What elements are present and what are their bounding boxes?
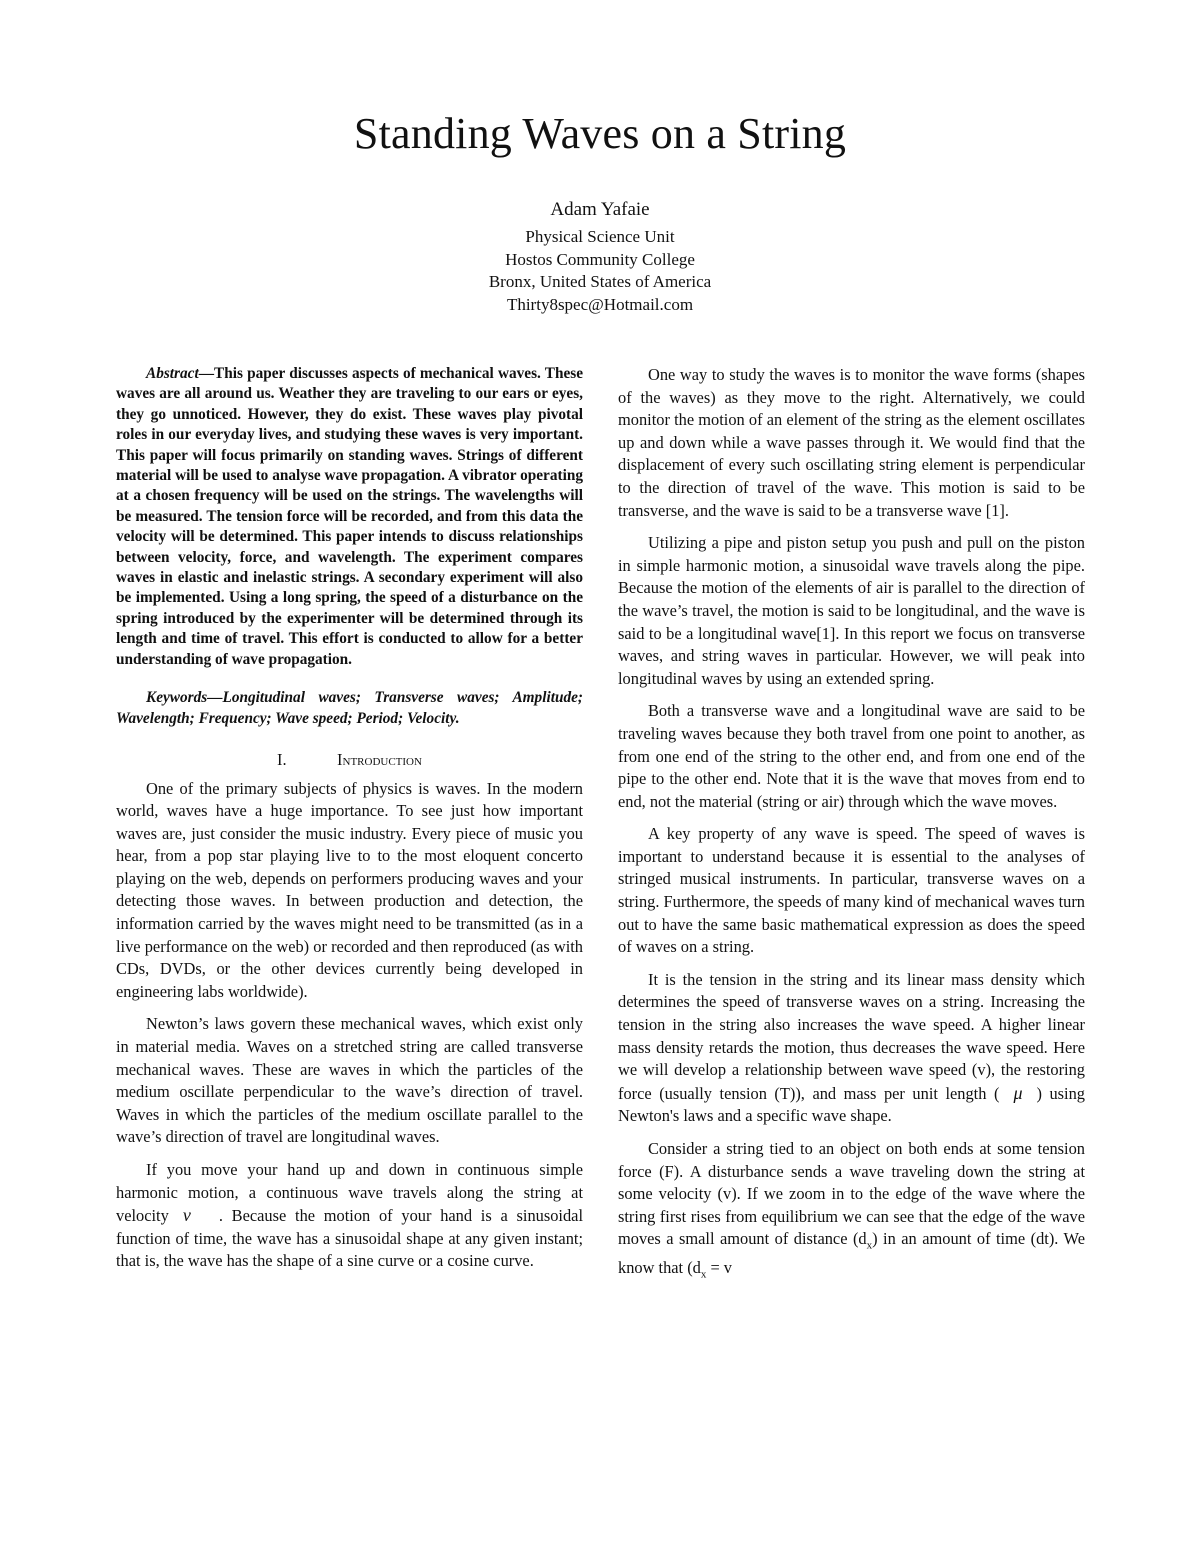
right-paragraph-4: A key property of any wave is speed. The speed of waves is important to understand because it is essential to the analyses of stringed musical instruments. In particular, transverse waves on a string. Furthermore, the speeds of many kind of mechanical waves turn out to have the same basic mathematical expression as does the speed of waves on a string. xyxy=(618,824,1086,957)
right-paragraph-3: Both a transverse wave and a longitudinal wave are said to be traveling waves because they both travel from one point to another, as from one end of the string to the other end, and from one end of the pipe to the other end. Note that it is the wave that moves from end to end, not the material (string or air) through which the wave moves. xyxy=(618,701,1085,811)
right-paragraph-1: One way to study the waves is to monitor the wave forms (shapes of the waves) as they move to the right. Alternatively, we could monitor the motion of an element of the string as the element oscillates up and down while a wave passes through it. We would find that the displacement of every such oscillating string element is perpendicular to the direction of travel of the wave. This motion is said to be transverse, and the wave is said to be a transverse wave [1]. xyxy=(618,365,1085,520)
author-location: Bronx, United States of America xyxy=(488,272,712,291)
velocity-vector-symbol: v⃗ xyxy=(182,1205,205,1226)
right-p6-t1: Consider a string tied to an object on both ends at some tension force (F). A disturbance sends a wave traveling down the string at some velocity (v). If we zoom in to the edge of the wave where the string first rises from equilibrium we can see that the edge of the wave moves a small amount of distance (d xyxy=(618,1139,1085,1249)
abstract-dash: — xyxy=(198,365,214,382)
right-paragraph-2: Utilizing a pipe and piston setup you push and pull on the piston in simple harmonic motion, a sinusoidal wave travels along the pipe. Because the motion of the elements of air is parallel to the direction of the wave’s travel, the motion is said to be longitudinal, and the wave is said to be a longitudinal wave[1]. In this report we focus on transverse waves, and string waves in particular. However, we will peak into longitudinal waves by using an extended spring. xyxy=(618,533,1085,688)
left-p3-after: . Because the motion of your hand is a sinusoidal function of time, the wave has a sinusoidal shape at any given instant; that is, the wave has the shape of a sine curve or a cosine curve. xyxy=(116,1206,583,1271)
author-block xyxy=(0,198,1200,316)
section-title: Introduction xyxy=(337,749,422,769)
author-institution: Hostos Community College xyxy=(505,249,695,269)
abstract-lead: Abstract xyxy=(146,365,199,382)
author-name: Adam Yafaie xyxy=(550,199,650,220)
section-heading-introduction xyxy=(116,749,583,772)
right-p6-t3: = v xyxy=(706,1258,732,1278)
keywords-text: Longitudinal waves; Transverse waves; Amplitude; Wavelength; Frequency; Wave speed; Period; Velocity. xyxy=(116,689,583,727)
right-paragraph-6 xyxy=(618,1138,1085,1286)
abstract xyxy=(116,364,583,670)
subscript-x-1: x xyxy=(866,1239,873,1252)
author-email: Thirty8spec@Hotmail.com xyxy=(506,294,694,314)
left-paragraph-3 xyxy=(116,1159,583,1273)
author-unit: Physical Science Unit xyxy=(525,227,675,246)
right-p5-before: It is the tension in the string and its linear mass density which determines the speed of transverse waves on a string. Increasing the tension in the string also increases the wave speed. A higher linear mass density retards the motion, thus decreases the wave speed. Here we will develop a relationship between wave speed (v), the restoring force (usually tension (T)), and mass per unit length ( xyxy=(618,969,1085,1103)
paper-title: Standing Waves on a String xyxy=(353,109,847,158)
right-p5-after: ) using Newton's laws and a specific wave shape. xyxy=(618,1083,1085,1126)
section-number: I. xyxy=(277,749,287,769)
left-paragraph-2: Newton’s laws govern these mechanical waves, which exist only in material media. Waves on a stretched string are called transverse mechanical waves. These are waves in which the particles of the medium oscillate perpendicular to the wave’s direction of travel. Waves in which the particles of the medium oscillate parallel to the wave’s direction of travel are longitudinal waves. xyxy=(116,1014,583,1147)
left-p3-before: If you move your hand up and down in continuous simple harmonic motion, a continuous wave travels along the string at velocity xyxy=(116,1160,583,1226)
right-p6-t2: ) in an amount of time (dt). We know that (d xyxy=(618,1229,1085,1278)
subscript-x-2: x xyxy=(700,1268,707,1281)
right-paragraph-5 xyxy=(618,969,1085,1128)
keywords xyxy=(116,688,583,729)
keywords-lead: Keywords xyxy=(146,689,208,707)
left-column xyxy=(116,364,583,1283)
abstract-text: This paper discusses aspects of mechanical waves. These waves are all around us. Weather they are traveling to our ears or eyes, they go unnoticed. However, they do exist. These waves play pivotal roles in our everyday lives, and studying these waves is very important. This paper will focus primarily on standing waves. Strings of different material will be used to analyse wave propagation. A vibrator operating at a chosen frequency will be used on the strings. The wavelengths will be measured. The tension force will be recorded, and from this data the velocity will be determined. This paper intends to discuss relationships between velocity, force, and wavelength. The experiment compares waves in elastic and inelastic strings. A secondary experiment will also be implemented. Using a long spring, the speed of a disturbance on the spring introduced by the experimenter will be determined through its length and time of travel. This effort is conducted to allow for a better understanding of wave propagation. xyxy=(116,365,583,668)
mu-symbol: μ xyxy=(1013,1082,1023,1103)
right-column xyxy=(618,364,1085,1296)
keywords-dash: — xyxy=(207,689,223,707)
left-paragraph-1: One of the primary subjects of physics is waves. In the modern world, waves have a huge importance. To see just how important waves are, just consider the music industry. Every piece of music you hear, from a pop star playing live to to the most eloquent concerto playing on the web, depends on performers producing waves and your detecting those waves. In between production and detection, the information carried by the waves might need to be transmitted (as in a live performance on the web) or recorded and then reproduced (as with CDs, DVDs, or the other devices currently being developed in engineering labs worldwide). xyxy=(116,778,583,1001)
